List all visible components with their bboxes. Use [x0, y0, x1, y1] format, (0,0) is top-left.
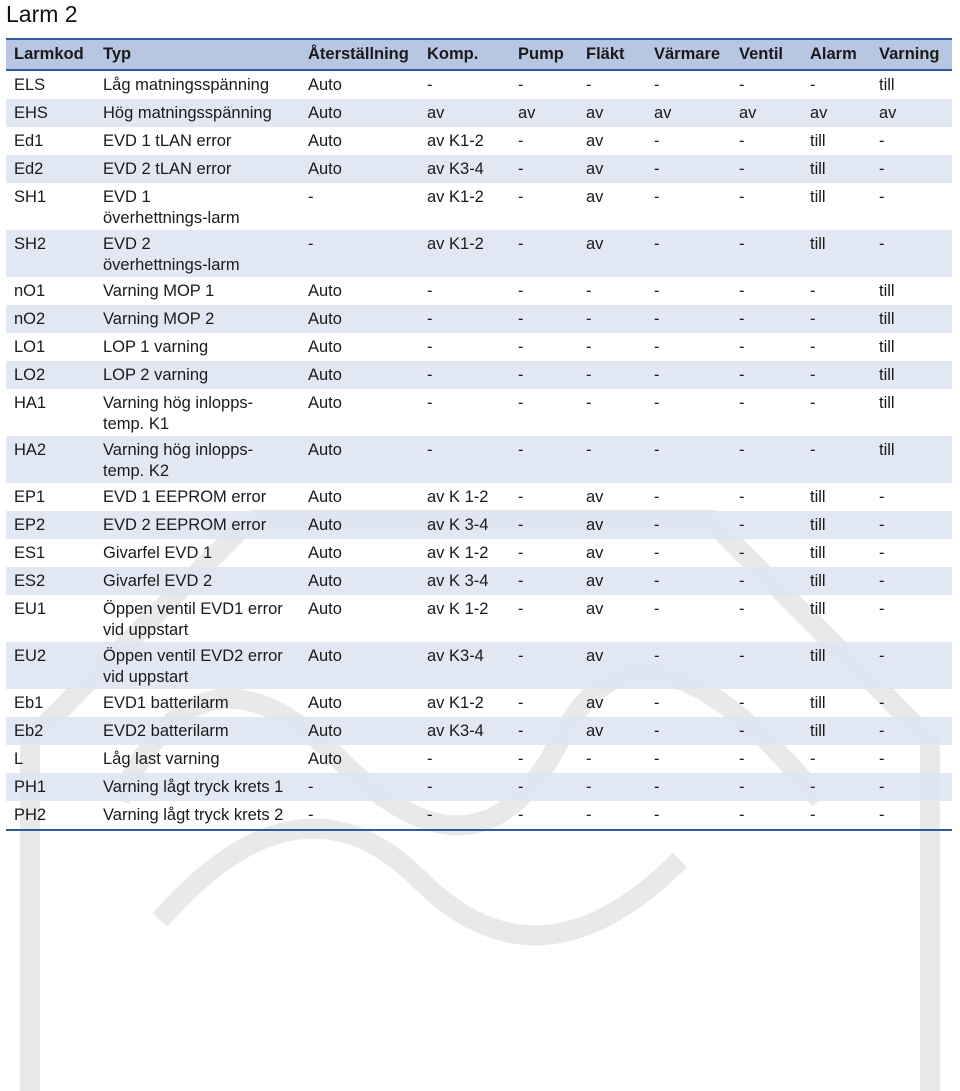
table-row — [6, 689, 952, 717]
cell-alarm: - — [802, 361, 871, 389]
cell-alarm: till — [802, 230, 871, 277]
cell-alarm: till — [810, 488, 826, 506]
cell-typ — [95, 183, 300, 230]
table-row — [6, 389, 952, 436]
cell-varmare: - — [654, 694, 660, 712]
cell-varmare: - — [654, 76, 660, 94]
cell-ventil: - — [731, 642, 802, 689]
cell-pump: - — [518, 282, 524, 300]
cell-typ: Varning MOP 2 — [95, 305, 300, 333]
cell-typ-text: Varning hög inlopps-temp. K1 — [103, 394, 254, 433]
cell-komp: av K1-2 — [419, 230, 510, 277]
cell-alarm: till — [802, 642, 871, 689]
cell-varmare: - — [654, 394, 660, 412]
cell-ventil: - — [731, 436, 802, 483]
cell-ventil: - — [731, 801, 802, 830]
cell-aterstallning: Auto — [308, 600, 342, 618]
cell-komp: av K3-4 — [419, 642, 510, 689]
cell-larmkod: Eb1 — [14, 694, 44, 712]
table-row — [6, 127, 952, 155]
cell-ventil: - — [731, 361, 802, 389]
cell-varning: av — [871, 99, 952, 127]
cell-komp: - — [419, 801, 510, 830]
cell-ventil: av — [731, 99, 802, 127]
cell-flakt: av — [586, 544, 604, 562]
cell-alarm: till — [810, 188, 826, 206]
cell-pump: - — [510, 436, 578, 483]
cell-alarm: - — [802, 773, 871, 801]
cell-varning: - — [879, 488, 885, 506]
cell-varning: - — [871, 717, 952, 745]
cell-larmkod: Ed1 — [14, 132, 44, 150]
cell-komp: av K1-2 — [427, 694, 484, 712]
cell-larmkod: SH2 — [6, 230, 95, 277]
cell-flakt: av — [578, 155, 646, 183]
cell-typ — [95, 389, 300, 436]
cell-pump: - — [518, 750, 524, 768]
cell-komp: - — [419, 361, 510, 389]
cell-komp: av K 3-4 — [419, 511, 510, 539]
cell-varmare: - — [646, 801, 731, 830]
cell-typ: LOP 2 varning — [95, 361, 300, 389]
cell-varning: till — [871, 361, 952, 389]
cell-larmkod: nO2 — [6, 305, 95, 333]
cell-flakt: - — [578, 773, 646, 801]
cell-komp: - — [427, 394, 433, 412]
cell-ventil: - — [739, 394, 745, 412]
cell-pump: - — [510, 155, 578, 183]
cell-aterstallning: Auto — [308, 488, 342, 506]
cell-varmare: - — [654, 488, 660, 506]
cell-larmkod: EHS — [6, 99, 95, 127]
cell-typ — [95, 436, 300, 483]
cell-larmkod: ES1 — [14, 544, 46, 562]
cell-pump: av — [510, 99, 578, 127]
cell-ventil: - — [731, 567, 802, 595]
cell-ventil: - — [739, 338, 745, 356]
cell-varmare: - — [654, 750, 660, 768]
cell-typ: Låg last varning — [103, 750, 220, 768]
cell-pump: - — [518, 132, 524, 150]
cell-flakt: - — [586, 338, 592, 356]
cell-varmare: - — [654, 188, 660, 206]
cell-typ: LOP 1 varning — [103, 338, 209, 356]
cell-larmkod: Ed2 — [6, 155, 95, 183]
cell-typ: EVD 1 tLAN error — [103, 132, 232, 150]
cell-komp: - — [419, 305, 510, 333]
cell-larmkod: SH1 — [14, 188, 47, 206]
cell-pump: - — [510, 361, 578, 389]
table-row — [6, 333, 952, 361]
cell-larmkod: EU2 — [6, 642, 95, 689]
cell-typ — [95, 230, 300, 277]
cell-larmkod: PH2 — [6, 801, 95, 830]
table-row — [6, 70, 952, 99]
cell-varmare: - — [654, 544, 660, 562]
cell-varning: - — [879, 188, 885, 206]
cell-komp: av K 1-2 — [427, 544, 489, 562]
cell-ventil: - — [731, 773, 802, 801]
cell-varmare: - — [646, 642, 731, 689]
cell-varning: - — [871, 511, 952, 539]
cell-typ: Varning MOP 1 — [103, 282, 215, 300]
cell-typ — [95, 642, 300, 689]
cell-varning: - — [871, 773, 952, 801]
cell-varmare: - — [654, 282, 660, 300]
cell-typ: Låg matningsspänning — [103, 76, 270, 94]
cell-aterstallning: - — [300, 773, 419, 801]
cell-flakt: av — [586, 694, 604, 712]
cell-flakt: av — [578, 717, 646, 745]
cell-varmare: - — [654, 600, 660, 618]
cell-typ-text: EVD 1 överhettnings-larm — [103, 188, 240, 227]
cell-komp: av K3-4 — [419, 155, 510, 183]
cell-aterstallning: Auto — [300, 642, 419, 689]
cell-varning: - — [871, 642, 952, 689]
cell-typ — [95, 595, 300, 642]
cell-flakt: - — [578, 305, 646, 333]
cell-typ-text: Öppen ventil EVD1 error vid uppstart — [103, 600, 283, 639]
cell-alarm: av — [802, 99, 871, 127]
cell-pump: - — [510, 642, 578, 689]
cell-komp: - — [419, 773, 510, 801]
cell-larmkod: EP2 — [6, 511, 95, 539]
cell-varning: - — [879, 750, 885, 768]
cell-larmkod: HA1 — [14, 394, 47, 412]
cell-komp: - — [427, 76, 433, 94]
cell-alarm: - — [802, 801, 871, 830]
cell-typ: Hög matningsspänning — [95, 99, 300, 127]
cell-larmkod: EP1 — [14, 488, 46, 506]
cell-ventil: - — [731, 155, 802, 183]
cell-flakt: av — [586, 188, 604, 206]
cell-alarm: till — [802, 511, 871, 539]
table-row — [6, 595, 952, 642]
table-header-row — [6, 39, 952, 70]
cell-komp: - — [427, 750, 433, 768]
cell-typ: EVD 2 tLAN error — [95, 155, 300, 183]
cell-ventil: - — [739, 750, 745, 768]
cell-varning: - — [879, 694, 885, 712]
cell-ventil: - — [739, 132, 745, 150]
cell-larmkod: nO1 — [14, 282, 46, 300]
cell-komp: av K3-4 — [419, 717, 510, 745]
cell-typ-text: EVD 2 överhettnings-larm — [103, 235, 240, 274]
cell-aterstallning: Auto — [300, 155, 419, 183]
cell-aterstallning: Auto — [300, 717, 419, 745]
col-header-varmare: Värmare — [646, 39, 731, 70]
table-row — [6, 99, 952, 127]
cell-varning: - — [871, 567, 952, 595]
cell-ventil: - — [731, 511, 802, 539]
cell-varning: - — [879, 544, 885, 562]
cell-flakt: av — [578, 642, 646, 689]
cell-varmare: - — [654, 338, 660, 356]
cell-komp: av — [419, 99, 510, 127]
cell-ventil: - — [739, 188, 745, 206]
cell-pump: - — [518, 544, 524, 562]
cell-varning: till — [879, 338, 895, 356]
cell-alarm: - — [810, 394, 816, 412]
cell-flakt: av — [586, 132, 604, 150]
table-row — [6, 483, 952, 511]
cell-varmare: - — [654, 132, 660, 150]
cell-komp: av K 1-2 — [427, 600, 489, 618]
cell-alarm: - — [802, 436, 871, 483]
cell-komp: av K1-2 — [427, 132, 484, 150]
cell-pump: - — [510, 773, 578, 801]
table-row — [6, 745, 952, 773]
cell-pump: - — [510, 230, 578, 277]
cell-varmare: - — [646, 773, 731, 801]
cell-alarm: till — [810, 544, 826, 562]
cell-typ: EVD 1 EEPROM error — [103, 488, 267, 506]
cell-komp: av K 3-4 — [419, 567, 510, 595]
cell-typ-text: Varning hög inlopps-temp. K2 — [103, 441, 254, 480]
cell-ventil: - — [731, 305, 802, 333]
cell-aterstallning: Auto — [308, 750, 342, 768]
cell-aterstallning: Auto — [308, 132, 342, 150]
cell-pump: - — [510, 305, 578, 333]
cell-aterstallning: Auto — [300, 436, 419, 483]
cell-ventil: - — [731, 230, 802, 277]
cell-komp: av K 1-2 — [427, 488, 489, 506]
cell-flakt: - — [578, 801, 646, 830]
cell-typ: EVD 2 EEPROM error — [95, 511, 300, 539]
cell-pump: - — [510, 801, 578, 830]
cell-varning: - — [871, 801, 952, 830]
cell-varning: till — [871, 305, 952, 333]
table-row — [6, 539, 952, 567]
cell-pump: - — [518, 338, 524, 356]
cell-pump: - — [518, 488, 524, 506]
cell-aterstallning: Auto — [300, 361, 419, 389]
cell-typ: Givarfel EVD 1 — [103, 544, 213, 562]
cell-larmkod: ELS — [14, 76, 46, 94]
cell-komp: - — [427, 338, 433, 356]
cell-pump: - — [510, 511, 578, 539]
col-header-aterstallning: Återställning — [300, 39, 419, 70]
cell-ventil: - — [739, 694, 745, 712]
cell-varning: till — [879, 394, 895, 412]
cell-flakt: - — [586, 76, 592, 94]
cell-larmkod: Eb2 — [6, 717, 95, 745]
cell-alarm: till — [802, 155, 871, 183]
cell-larmkod: LO2 — [6, 361, 95, 389]
cell-aterstallning: Auto — [308, 694, 342, 712]
cell-alarm: - — [810, 750, 816, 768]
cell-aterstallning: Auto — [308, 338, 342, 356]
cell-flakt: - — [578, 361, 646, 389]
cell-larmkod: L — [14, 750, 24, 768]
cell-ventil: - — [739, 544, 745, 562]
cell-varning: - — [871, 155, 952, 183]
cell-pump: - — [510, 717, 578, 745]
cell-alarm: till — [810, 132, 826, 150]
table-row — [6, 642, 952, 689]
cell-alarm: - — [810, 282, 816, 300]
cell-varmare: - — [646, 361, 731, 389]
cell-varning: - — [871, 230, 952, 277]
table-row — [6, 511, 952, 539]
cell-varmare: av — [646, 99, 731, 127]
cell-pump: - — [518, 394, 524, 412]
col-header-ventil: Ventil — [731, 39, 802, 70]
cell-flakt: - — [578, 436, 646, 483]
cell-larmkod: ES2 — [6, 567, 95, 595]
cell-aterstallning: Auto — [300, 99, 419, 127]
cell-typ: Varning lågt tryck krets 1 — [95, 773, 300, 801]
cell-larmkod: LO1 — [14, 338, 46, 356]
cell-varning: - — [879, 600, 885, 618]
table-row — [6, 183, 952, 230]
cell-varmare: - — [646, 305, 731, 333]
table-row — [6, 230, 952, 277]
cell-larmkod: HA2 — [6, 436, 95, 483]
col-header-typ: Typ — [95, 39, 300, 70]
cell-typ: EVD1 batterilarm — [103, 694, 229, 712]
col-header-flakt: Fläkt — [578, 39, 646, 70]
cell-flakt: av — [586, 600, 604, 618]
cell-aterstallning: Auto — [308, 282, 342, 300]
cell-aterstallning: Auto — [308, 76, 342, 94]
cell-typ-text: Öppen ventil EVD2 error vid uppstart — [103, 647, 283, 686]
table-row — [6, 305, 952, 333]
col-header-varning: Varning — [871, 39, 952, 70]
cell-pump: - — [518, 694, 524, 712]
cell-alarm: till — [802, 567, 871, 595]
table-row — [6, 436, 952, 483]
cell-larmkod: PH1 — [6, 773, 95, 801]
cell-pump: - — [518, 76, 524, 94]
cell-larmkod: EU1 — [14, 600, 47, 618]
alarm-table — [6, 38, 952, 831]
cell-ventil: - — [731, 717, 802, 745]
cell-ventil: - — [739, 488, 745, 506]
cell-varmare: - — [646, 511, 731, 539]
cell-flakt: - — [586, 394, 592, 412]
cell-typ: EVD2 batterilarm — [95, 717, 300, 745]
cell-aterstallning: Auto — [300, 511, 419, 539]
cell-alarm: - — [810, 76, 816, 94]
cell-alarm: till — [802, 717, 871, 745]
cell-aterstallning: - — [300, 230, 419, 277]
table-row — [6, 361, 952, 389]
cell-varmare: - — [646, 567, 731, 595]
cell-flakt: av — [578, 230, 646, 277]
cell-komp: av K1-2 — [427, 188, 484, 206]
cell-typ: Varning lågt tryck krets 2 — [95, 801, 300, 830]
cell-varning: till — [879, 76, 895, 94]
cell-ventil: - — [739, 282, 745, 300]
table-row — [6, 773, 952, 801]
cell-pump: - — [518, 188, 524, 206]
cell-aterstallning: Auto — [308, 394, 342, 412]
col-header-alarm: Alarm — [802, 39, 871, 70]
table-row — [6, 801, 952, 830]
col-header-larmkod: Larmkod — [6, 39, 95, 70]
table-row — [6, 567, 952, 595]
cell-ventil: - — [739, 76, 745, 94]
cell-flakt: av — [578, 511, 646, 539]
cell-komp: - — [419, 436, 510, 483]
cell-varning: till — [871, 436, 952, 483]
cell-varmare: - — [646, 717, 731, 745]
cell-typ: Givarfel EVD 2 — [95, 567, 300, 595]
cell-pump: - — [510, 567, 578, 595]
cell-aterstallning: Auto — [300, 567, 419, 595]
cell-pump: - — [518, 600, 524, 618]
cell-alarm: - — [810, 338, 816, 356]
cell-varmare: - — [646, 436, 731, 483]
cell-flakt: - — [586, 282, 592, 300]
cell-komp: - — [427, 282, 433, 300]
cell-varmare: - — [646, 155, 731, 183]
cell-flakt: av — [578, 99, 646, 127]
cell-aterstallning: - — [300, 801, 419, 830]
table-row — [6, 277, 952, 305]
cell-aterstallning: - — [308, 188, 314, 206]
cell-flakt: av — [586, 488, 604, 506]
col-header-komp: Komp. — [419, 39, 510, 70]
cell-flakt: - — [586, 750, 592, 768]
cell-ventil: - — [739, 600, 745, 618]
table-row — [6, 155, 952, 183]
cell-aterstallning: Auto — [300, 305, 419, 333]
cell-aterstallning: Auto — [308, 544, 342, 562]
cell-alarm: - — [802, 305, 871, 333]
table-row — [6, 717, 952, 745]
cell-varmare: - — [646, 230, 731, 277]
page-title: Larm 2 — [6, 1, 78, 27]
col-header-pump: Pump — [510, 39, 578, 70]
table-body — [6, 70, 952, 830]
cell-alarm: till — [810, 600, 826, 618]
cell-flakt: av — [578, 567, 646, 595]
cell-varning: - — [879, 132, 885, 150]
cell-varning: till — [879, 282, 895, 300]
cell-alarm: till — [810, 694, 826, 712]
